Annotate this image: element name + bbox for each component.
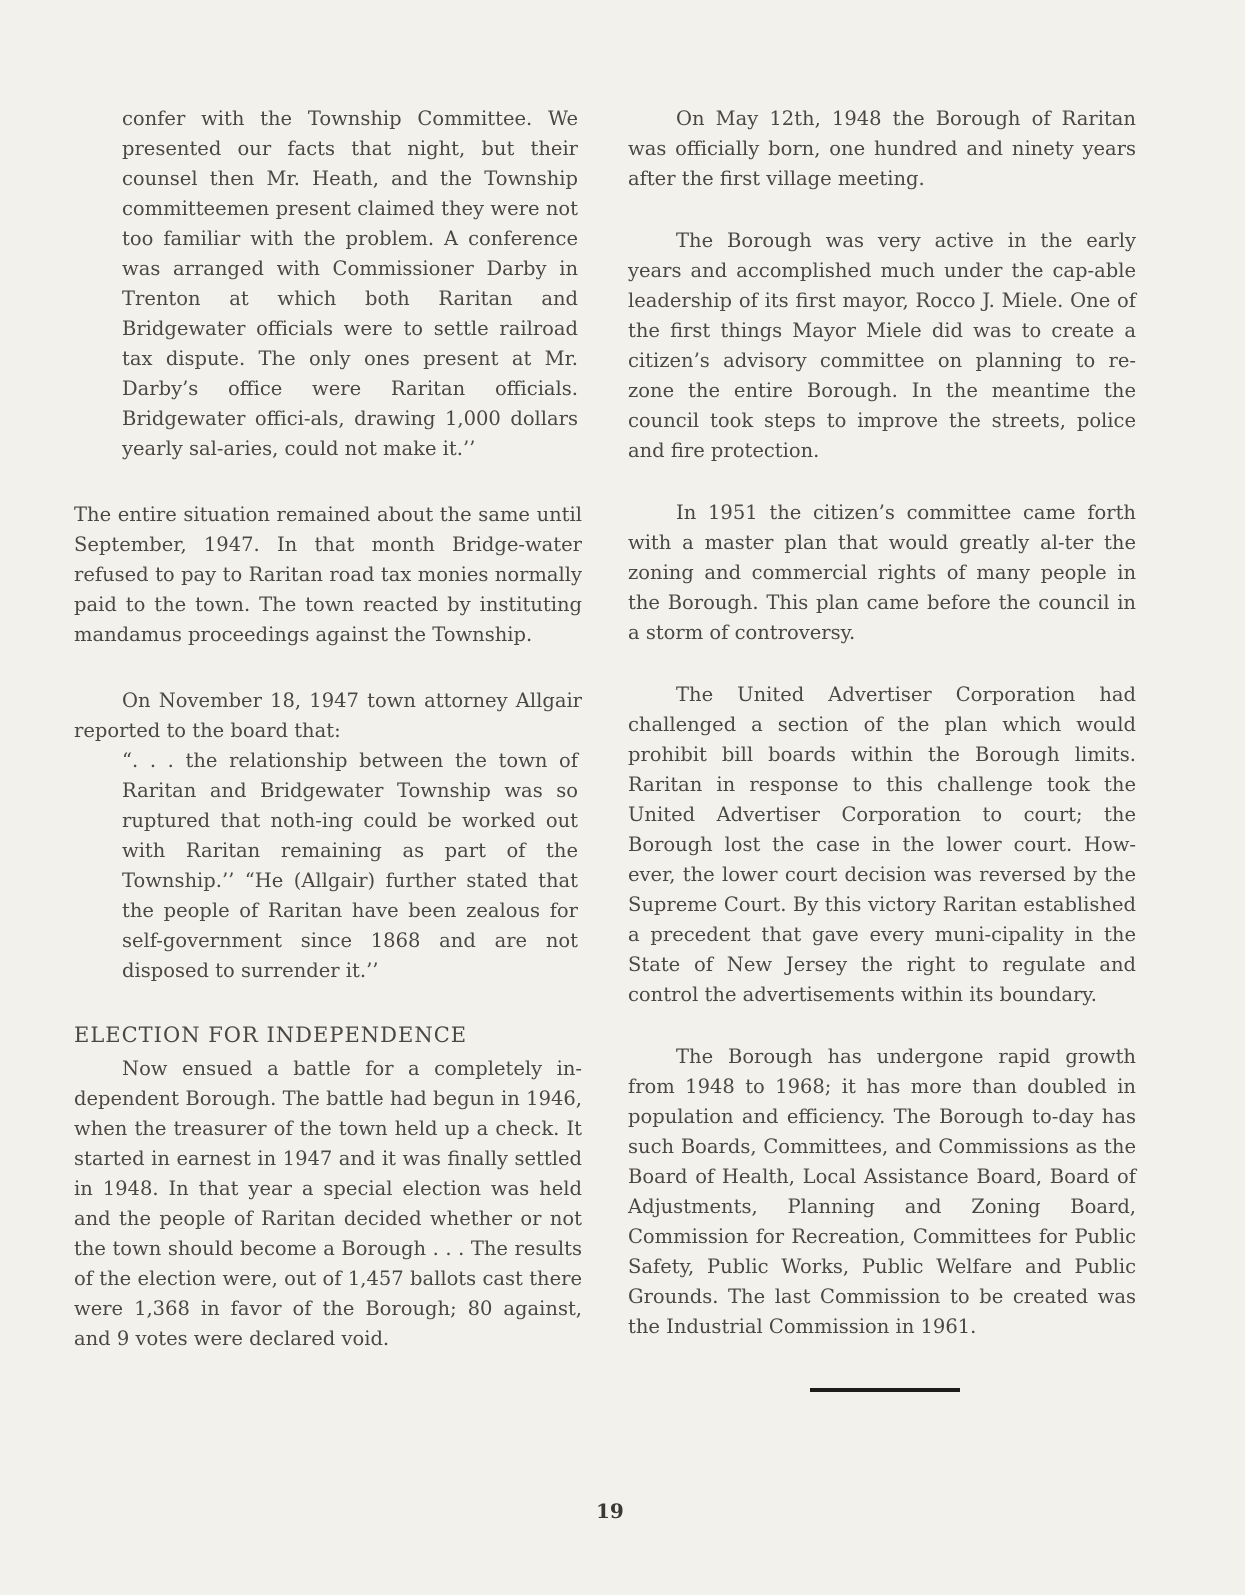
page-number: 19 bbox=[596, 1499, 624, 1523]
section-end-rule bbox=[810, 1388, 960, 1392]
paragraph-1951: In 1951 the citizen’s committee came forth with a master plan that would greatly al-ter the zoning and commercial rights of many people in the Borough. This plan came before the council in a storm of controversy. bbox=[628, 501, 1136, 644]
paragraph-november: On November 18, 1947 town attorney Allgair reported to the board that: bbox=[74, 689, 582, 742]
paragraph-situation: The entire situation remained about the same until September, 1947. In that month Bridge-water refused to pay to Raritan road tax monies normally paid to the town. The town reacted by instituting mandamus proceedings against the Township. bbox=[74, 503, 582, 646]
left-column bbox=[74, 104, 582, 1354]
right-column bbox=[628, 104, 1136, 1342]
section-heading-election: ELECTION FOR INDEPENDENCE bbox=[74, 1023, 468, 1047]
quote-allgair: “. . . the relationship between the town of Raritan and Bridgewater Township was so ruptured that noth-ing could be worked out with Raritan remaining as part of the Township.’’ “He (Allgair) further stated that the people of Raritan have been zealous for self-government since 1868 and are not disposed to surrender it.’’ bbox=[122, 749, 578, 982]
paragraph-active: The Borough was very active in the early years and accomplished much under the cap-able leadership of its first mayor, Rocco J. Miele. One of the first things Mayor Miele did was to create a citizen’s advisory committee on planning to re-zone the entire Borough. In the meantime the council took steps to improve the streets, police and fire protection. bbox=[628, 229, 1136, 462]
paragraph-advertiser: The United Advertiser Corporation had challenged a section of the plan which would prohibit bill boards within the Borough limits. Raritan in response to this challenge took the United Advertiser Corporation to court; the Borough lost the case in the lower court. How-ever, the lower court decision was reversed by the Supreme Court. By this victory Raritan established a precedent that gave every muni-cipality in the State of New Jersey the right to regulate and control the advertisements within its boundary. bbox=[628, 683, 1136, 1006]
paragraph-may: On May 12th, 1948 the Borough of Raritan was officially born, one hundred and ninety years after the first village meeting. bbox=[628, 107, 1136, 190]
paragraph-growth: The Borough has undergone rapid growth from 1948 to 1968; it has more than doubled in population and efficiency. The Borough to-day has such Boards, Committees, and Commissions as the Board of Health, Local Assistance Board, Board of Adjustments, Planning and Zoning Board, Commission for Recreation, Committees for Public Safety, Public Works, Public Welfare and Public Grounds. The last Commission to be created was the Industrial Commission in 1961. bbox=[628, 1045, 1136, 1338]
paragraph-battle: Now ensued a battle for a completely in-dependent Borough. The battle had begun in 1946, when the treasurer of the town held up a check. It started in earnest in 1947 and it was finally settled in 1948. In that year a special election was held and the people of Raritan decided whether or not the town should become a Borough . . . The results of the election were, out of 1,457 ballots cast there were 1,368 in favor of the Borough; 80 against, and 9 votes were declared void. bbox=[74, 1057, 582, 1350]
quote-continued: confer with the Township Committee. We presented our facts that night, but their counsel then Mr. Heath, and the Township committeemen present claimed they were not too familiar with the problem. A conference was arranged with Commissioner Darby in Trenton at which both Raritan and Bridgewater officials were to settle railroad tax dispute. The only ones present at Mr. Darby’s office were Raritan officials. Bridgewater offici-als, drawing 1,000 dollars yearly sal-aries, could not make it.’’ bbox=[122, 107, 578, 460]
